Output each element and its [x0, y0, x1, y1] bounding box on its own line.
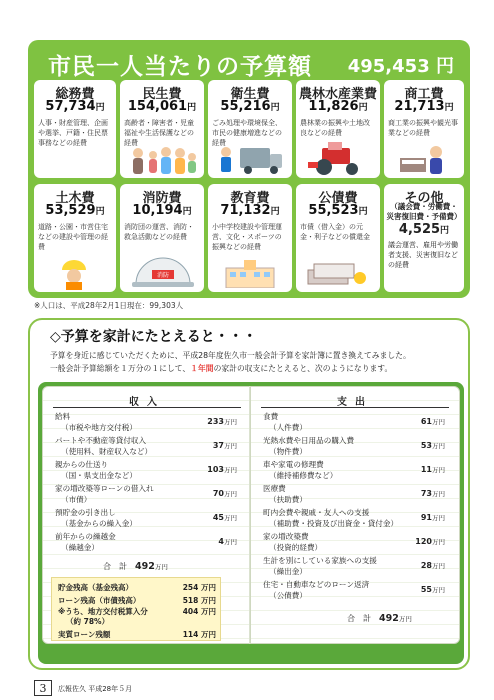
card-sanitation	[208, 80, 292, 178]
expense-row: 医療費 （扶助費） 73万円	[263, 484, 445, 504]
income-total: 合 計 492万円	[103, 561, 168, 572]
card-desc: 道路・公園・市営住宅などの建設や管理の経費	[38, 223, 108, 251]
card-desc: 農林業の振興や土地改良などの経費	[300, 119, 370, 137]
income-row: 給料 （市税や地方交付税） 233万円	[55, 412, 237, 432]
helmet-text: 消防	[156, 272, 170, 279]
card-amount: 154,061円	[127, 99, 197, 114]
income-page	[42, 386, 252, 644]
card-desc: 市債（借入金）の元金・利子などの償還金	[300, 223, 370, 241]
card-agriculture	[296, 80, 380, 178]
expense-row: 住宅・自動車などのローン返済 （公債費） 55万円	[263, 580, 445, 600]
card-name: 総務費	[55, 87, 95, 102]
household-title: ◇予算を家計にたとえると・・・	[50, 329, 257, 345]
card-general-affairs	[34, 80, 116, 178]
card-fire	[120, 184, 204, 292]
card-name: 農林水産業費	[298, 87, 377, 102]
panel-total: 495,453 円	[347, 56, 454, 77]
card-desc: 消防団の運営、消防・救急活動などの経費	[124, 223, 194, 241]
population-note: ※人口は、平成28年2月1日現在：99,303人	[34, 301, 184, 310]
card-name: 消防費	[142, 191, 182, 206]
card-name: 土木費	[55, 191, 95, 206]
household-intro-2: 一般会計予算総額を１万分の１にして、１年間の家計の収支にたとえると、次のようになります。	[50, 364, 393, 373]
card-amount: 21,713円	[394, 99, 454, 114]
card-name: 教育費	[230, 191, 270, 206]
income-heading: 収入	[129, 397, 165, 408]
income-row: 前年からの繰越金 （繰越金） 4万円	[55, 532, 237, 552]
card-name: その他	[404, 191, 444, 206]
worker-illustration	[400, 142, 450, 176]
panel-title: 市民一人当たりの予算額	[48, 54, 312, 80]
expense-page	[250, 386, 460, 644]
card-public-debt	[296, 184, 380, 292]
card-name: 民生費	[142, 87, 182, 102]
card-amount: 10,194円	[132, 203, 192, 218]
card-education	[208, 184, 292, 292]
income-row: 親からの仕送り （国・県支出金など） 103万円	[55, 460, 237, 480]
expense-row: 家の増改築費 （投資的経費） 120万円	[263, 532, 445, 552]
household-intro-1: 予算を身近に感じていただくために、平成28年度佐久市一般会計予算を家計簿に置き換えてみました。	[50, 351, 411, 360]
card-amount: 57,734円	[45, 99, 105, 114]
income-row: 家の増改築等ローンの借入れ （市債） 70万円	[55, 484, 237, 504]
page-number: 3	[34, 680, 52, 696]
card-desc: 小中学校建設や管理運営、文化・スポーツの振興などの経費	[212, 223, 282, 251]
household-section	[28, 318, 470, 670]
card-amount: 71,132円	[220, 203, 280, 218]
construction-worker-illustration	[48, 258, 104, 290]
expense-row: 生計を別にしている家族への支援 （繰出金） 28万円	[263, 556, 445, 576]
expense-heading: 支出	[337, 397, 373, 408]
money-illustration	[306, 262, 370, 286]
card-name: 公債費	[318, 191, 358, 206]
ledger-book	[38, 382, 464, 664]
expense-total: 合 計 492万円	[347, 613, 412, 624]
savings-row: ※うち、地方交付税算入分 404 万円	[58, 607, 216, 616]
income-row: 預貯金の引き出し （基金からの繰入金） 45万円	[55, 508, 237, 528]
school-building-illustration	[222, 260, 278, 288]
card-commerce	[384, 80, 464, 178]
expense-row: 光熱水費や日用品の購入費 （物件費） 53万円	[263, 436, 445, 456]
income-row: パートや不動産等貸付収入 （使用料、財産収入など） 37万円	[55, 436, 237, 456]
card-amount: 11,826円	[308, 99, 368, 114]
card-other	[384, 184, 464, 292]
page-footer	[0, 676, 494, 700]
card-subtitle: （議会費・労働費・ 災害復旧費・予備費）	[386, 202, 462, 221]
savings-row: （約 78%）	[66, 617, 110, 626]
garbage-truck-illustration	[216, 142, 286, 176]
card-desc: 議会運営、雇用や労働者支援、災害復旧などの経費	[388, 241, 458, 269]
publication-info: 広報佐久 平成28年５月	[58, 685, 133, 693]
card-desc: 商工業の振興や観光事業などの経費	[388, 119, 458, 137]
budget-panel	[28, 40, 470, 298]
savings-row: 実質ローン残額 114 万円	[58, 630, 216, 639]
family-illustration	[128, 146, 198, 176]
tractor-illustration	[306, 142, 372, 176]
expense-row: 車や家電の修理費 （維持補修費など） 11万円	[263, 460, 445, 480]
savings-row: 貯金残高（基金残高） 254 万円	[58, 583, 216, 592]
card-name: 衛生費	[230, 87, 270, 102]
expense-row: 町内会費や親戚・友人への支援 （補助費・投資及び出資金・貸付金） 91万円	[263, 508, 445, 528]
expense-row: 食費 （人件費） 61万円	[263, 412, 445, 432]
card-desc: ごみ処理や環境保全、市民の健康増進などの経費	[212, 119, 282, 147]
card-civil-engineering	[34, 184, 116, 292]
card-amount: 55,523円	[308, 203, 368, 218]
fire-helmet-illustration	[132, 254, 194, 288]
card-amount: 4,525円	[398, 222, 450, 237]
card-desc: 高齢者・障害者・児童福祉や生活保護などの経費	[124, 119, 194, 147]
card-welfare	[120, 80, 204, 178]
savings-box	[51, 577, 221, 641]
savings-row: ローン残高（市債残高） 518 万円	[58, 596, 216, 605]
card-amount: 55,216円	[220, 99, 280, 114]
card-name: 商工費	[404, 87, 444, 102]
card-amount: 53,529円	[45, 203, 105, 218]
card-desc: 人事・財産管理、企画や選挙、戸籍・住民票事務などの経費	[38, 119, 108, 147]
